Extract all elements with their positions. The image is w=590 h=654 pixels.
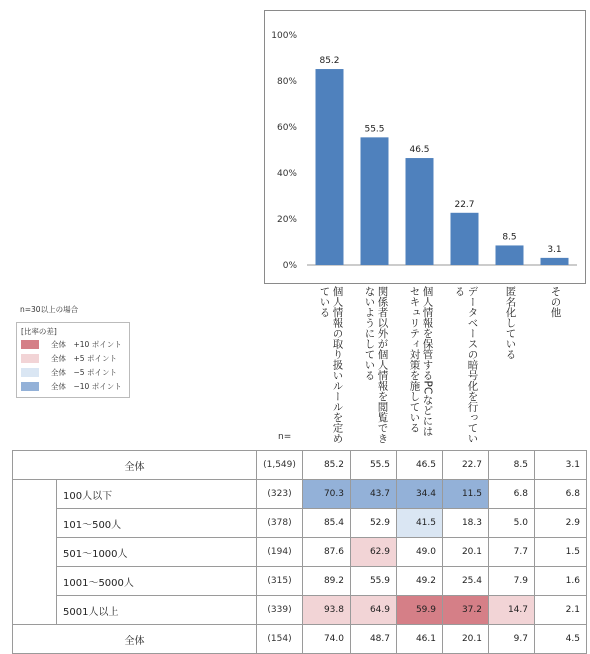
data-label: 22.7 <box>454 199 475 210</box>
table-row <box>13 538 587 567</box>
value-cell: 93.8 <box>303 596 351 625</box>
value-cell: 64.9 <box>351 596 397 625</box>
table-row <box>13 480 587 509</box>
value-cell: 18.3 <box>443 509 489 538</box>
row-n: (154) <box>257 625 303 654</box>
table-row <box>13 451 587 480</box>
bar <box>451 213 479 265</box>
value-cell: 59.9 <box>397 596 443 625</box>
value-cell: 8.5 <box>489 451 535 480</box>
row-label: 全体 <box>13 451 257 480</box>
row-n: (323) <box>257 480 303 509</box>
value-cell: 1.6 <box>535 567 587 596</box>
legend <box>16 322 130 398</box>
cross-table <box>12 450 586 647</box>
value-cell: 6.8 <box>535 480 587 509</box>
y-tick-label: 100% <box>271 31 297 41</box>
value-cell: 20.1 <box>443 538 489 567</box>
value-cell: 85.4 <box>303 509 351 538</box>
group-spacer <box>13 480 57 509</box>
value-cell: 3.1 <box>535 451 587 480</box>
table-row <box>13 596 587 625</box>
value-cell: 49.0 <box>397 538 443 567</box>
value-cell: 46.1 <box>397 625 443 654</box>
value-cell: 2.1 <box>535 596 587 625</box>
value-cell: 5.0 <box>489 509 535 538</box>
row-n: (315) <box>257 567 303 596</box>
value-cell: 46.5 <box>397 451 443 480</box>
bar <box>406 158 434 265</box>
value-cell: 7.9 <box>489 567 535 596</box>
value-cell: 43.7 <box>351 480 397 509</box>
row-label: 1001〜5000人 <box>57 567 257 596</box>
category-label: 個人情報の取り扱いルールを定めている <box>318 286 344 444</box>
value-cell: 1.5 <box>535 538 587 567</box>
sample-size-note: n=30以上の場合 <box>20 305 79 314</box>
group-spacer <box>13 596 57 625</box>
value-cell: 70.3 <box>303 480 351 509</box>
y-tick-label: 0% <box>282 261 297 271</box>
data-label: 8.5 <box>502 232 517 243</box>
legend-label: 全体 +5 ポイント <box>51 354 117 363</box>
chart-frame <box>264 10 586 284</box>
value-cell: 48.7 <box>351 625 397 654</box>
bar <box>541 258 569 265</box>
value-cell: 25.4 <box>443 567 489 596</box>
legend-label: 全体 +10 ポイント <box>51 340 122 349</box>
legend-label: 全体 −5 ポイント <box>51 368 117 377</box>
value-cell: 52.9 <box>351 509 397 538</box>
value-cell: 2.9 <box>535 509 587 538</box>
value-cell: 55.5 <box>351 451 397 480</box>
data-label: 46.5 <box>409 145 430 156</box>
y-tick-label: 40% <box>276 169 297 179</box>
row-label: 101〜500人 <box>57 509 257 538</box>
bar <box>496 245 524 265</box>
value-cell: 37.2 <box>443 596 489 625</box>
data-label: 85.2 <box>319 56 340 67</box>
row-label: 100人以下 <box>57 480 257 509</box>
category-label: データベースの暗号化を行っている <box>453 286 479 444</box>
category-label: その他 <box>549 286 562 318</box>
value-cell: 49.2 <box>397 567 443 596</box>
table-row <box>13 567 587 596</box>
row-n: (194) <box>257 538 303 567</box>
bar <box>316 69 344 265</box>
value-cell: 41.5 <box>397 509 443 538</box>
value-cell: 22.7 <box>443 451 489 480</box>
category-label: 関係者以外が個人情報を閲覧できないようにしている <box>363 286 389 444</box>
y-tick-label: 20% <box>276 215 297 225</box>
value-cell: 14.7 <box>489 596 535 625</box>
value-cell: 9.7 <box>489 625 535 654</box>
y-tick-label: 80% <box>276 77 297 87</box>
group-spacer <box>13 509 57 538</box>
legend-swatch <box>21 368 39 377</box>
n-column-header: n= <box>278 432 292 442</box>
value-cell: 87.6 <box>303 538 351 567</box>
category-label: 個人情報を保管するPCなどにはセキュリティ対策を施している <box>408 286 434 437</box>
category-label: 匿名化している <box>504 286 517 360</box>
group-spacer <box>13 538 57 567</box>
row-n: (1,549) <box>257 451 303 480</box>
value-cell: 7.7 <box>489 538 535 567</box>
row-n: (339) <box>257 596 303 625</box>
value-cell: 34.4 <box>397 480 443 509</box>
value-cell: 55.9 <box>351 567 397 596</box>
value-cell: 74.0 <box>303 625 351 654</box>
data-label: 55.5 <box>364 124 385 135</box>
value-cell: 85.2 <box>303 451 351 480</box>
data-label: 3.1 <box>547 244 562 255</box>
value-cell: 62.9 <box>351 538 397 567</box>
row-n: (378) <box>257 509 303 538</box>
legend-swatch <box>21 382 39 391</box>
table-row <box>13 625 587 654</box>
legend-title: [比率の差] <box>21 327 57 336</box>
row-label: 全体 <box>13 625 257 654</box>
value-cell: 20.1 <box>443 625 489 654</box>
legend-swatch <box>21 340 39 349</box>
group-spacer <box>13 567 57 596</box>
row-label: 5001人以上 <box>57 596 257 625</box>
value-cell: 4.5 <box>535 625 587 654</box>
legend-swatch <box>21 354 39 363</box>
legend-label: 全体 −10 ポイント <box>51 382 122 391</box>
y-tick-label: 60% <box>276 123 297 133</box>
value-cell: 6.8 <box>489 480 535 509</box>
row-label: 501〜1000人 <box>57 538 257 567</box>
bar <box>361 137 389 265</box>
value-cell: 89.2 <box>303 567 351 596</box>
value-cell: 11.5 <box>443 480 489 509</box>
bar-chart <box>265 11 585 283</box>
table-row <box>13 509 587 538</box>
